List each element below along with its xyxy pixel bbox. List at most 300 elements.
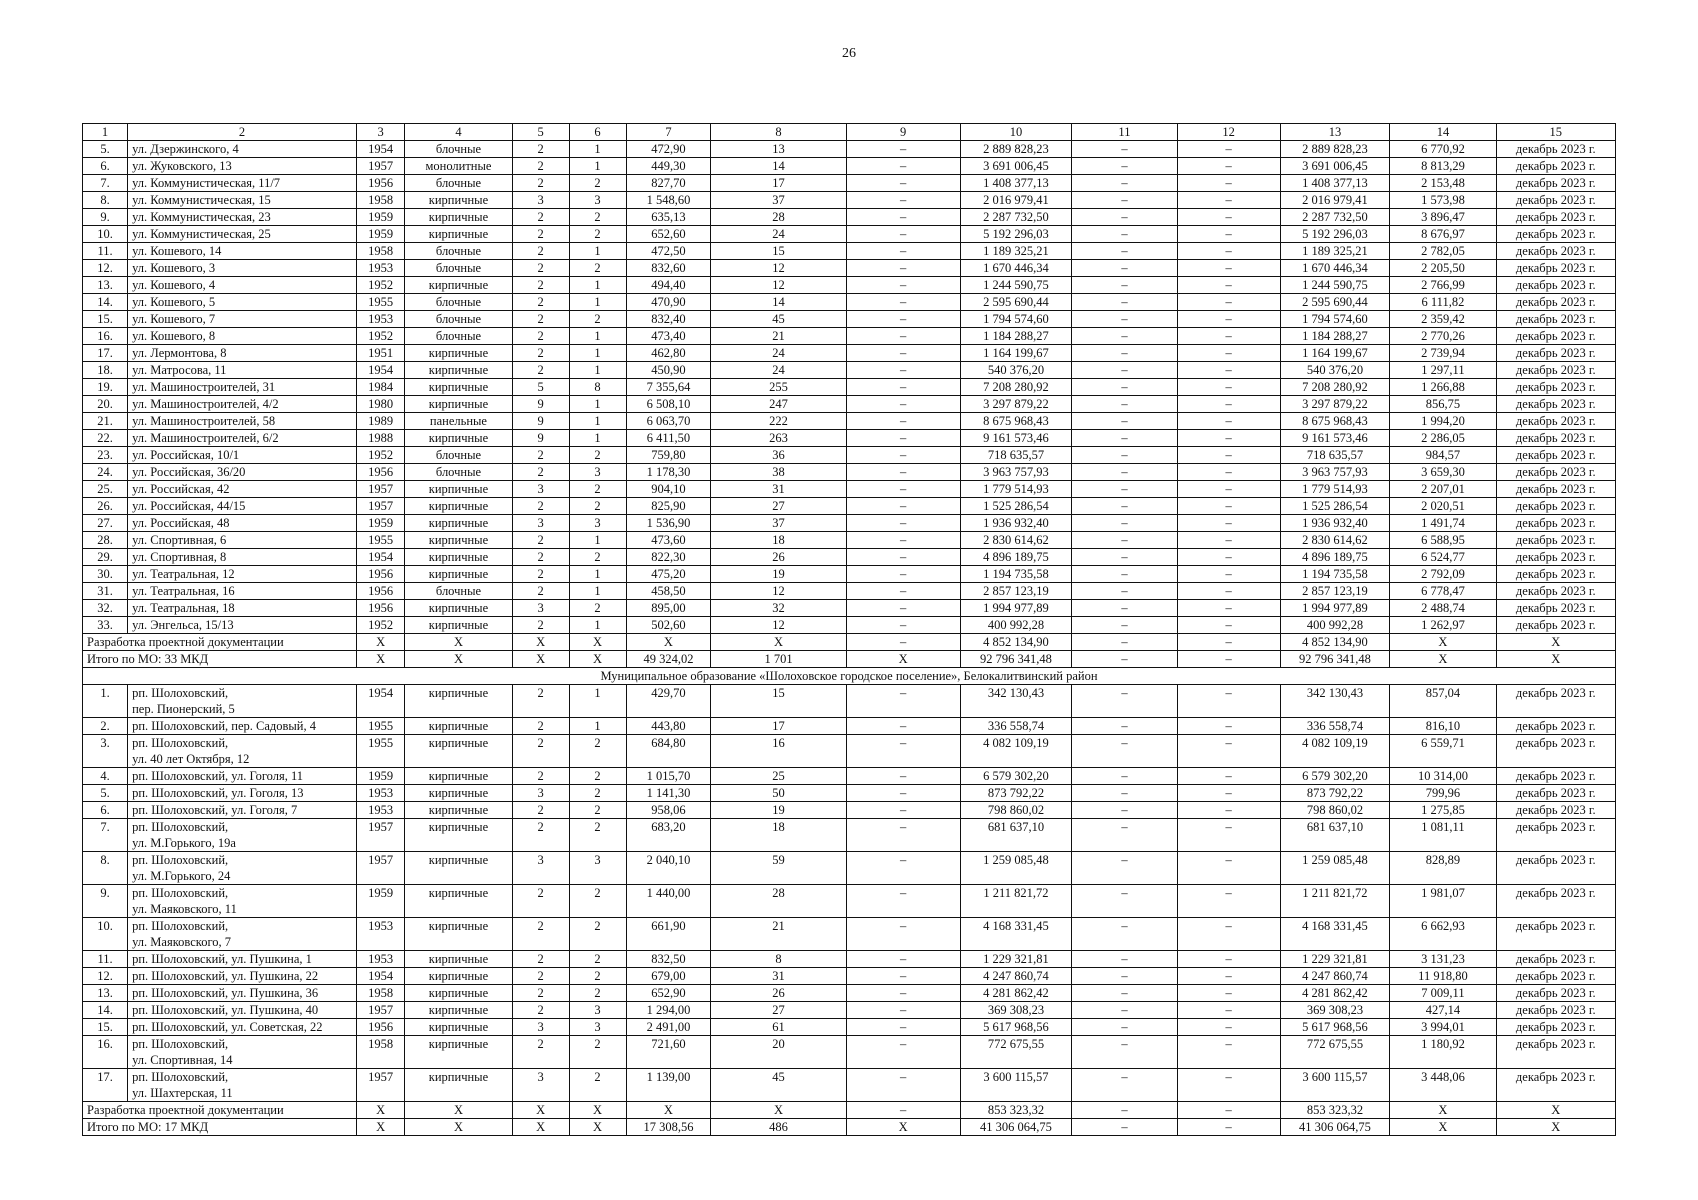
table-cell: 1 184 288,27 xyxy=(960,328,1072,345)
table-cell: кирпичные xyxy=(405,918,512,951)
table-cell: 4 247 860,74 xyxy=(960,968,1072,985)
row-number-cell: 30. xyxy=(83,566,128,583)
table-cell: декабрь 2023 г. xyxy=(1496,243,1615,260)
row-number-cell: 32. xyxy=(83,600,128,617)
table-cell: 1 184 288,27 xyxy=(1280,328,1390,345)
table-cell: 652,90 xyxy=(626,985,711,1002)
page-number: 26 xyxy=(842,46,856,61)
table-cell: 1 670 446,34 xyxy=(960,260,1072,277)
table-cell: – xyxy=(1072,651,1177,668)
table-cell: 12 xyxy=(711,260,846,277)
address-cell: ул. Спортивная, 8 xyxy=(128,549,357,566)
table-cell: 1959 xyxy=(356,885,404,918)
table-cell: – xyxy=(846,430,960,447)
table-cell: – xyxy=(846,294,960,311)
table-cell: 2 xyxy=(512,951,569,968)
table-cell: – xyxy=(1177,175,1280,192)
table-cell: 6 579 302,20 xyxy=(960,768,1072,785)
address-cell: ул. Лермонтова, 8 xyxy=(128,345,357,362)
table-cell: – xyxy=(846,819,960,852)
address-cell: ул. Кошевого, 4 xyxy=(128,277,357,294)
table-cell: 5 617 968,56 xyxy=(960,1019,1072,1036)
table-cell: декабрь 2023 г. xyxy=(1496,566,1615,583)
table-cell: 1952 xyxy=(356,328,404,345)
table-cell: кирпичные xyxy=(405,985,512,1002)
table-cell: 2 xyxy=(569,447,626,464)
table-cell: 4 247 860,74 xyxy=(1280,968,1390,985)
table-row xyxy=(83,532,1616,549)
table-cell: 1 015,70 xyxy=(626,768,711,785)
table-cell: 25 xyxy=(711,768,846,785)
column-number-cell: 2 xyxy=(128,124,357,141)
table-cell: – xyxy=(846,566,960,583)
table-cell: – xyxy=(1177,311,1280,328)
table-cell: блочные xyxy=(405,141,512,158)
table-cell: – xyxy=(1177,1036,1280,1069)
table-cell: 1 408 377,13 xyxy=(1280,175,1390,192)
table-cell: 718 635,57 xyxy=(1280,447,1390,464)
table-cell: 342 130,43 xyxy=(960,685,1072,718)
table-cell: 9 xyxy=(512,396,569,413)
table-cell: кирпичные xyxy=(405,951,512,968)
table-cell: 652,60 xyxy=(626,226,711,243)
table-cell: 2 359,42 xyxy=(1390,311,1496,328)
table-cell: – xyxy=(1177,1069,1280,1102)
table-cell: 26 xyxy=(711,985,846,1002)
table-cell: 2 xyxy=(512,718,569,735)
table-cell: 856,75 xyxy=(1390,396,1496,413)
table-cell: декабрь 2023 г. xyxy=(1496,951,1615,968)
table-cell: X xyxy=(846,1119,960,1136)
table-cell: 1955 xyxy=(356,718,404,735)
table-cell: кирпичные xyxy=(405,1019,512,1036)
table-cell: 37 xyxy=(711,192,846,209)
column-number-row xyxy=(83,124,1616,141)
table-cell: 1 262,97 xyxy=(1390,617,1496,634)
table-cell: кирпичные xyxy=(405,209,512,226)
table-cell: X xyxy=(1390,651,1496,668)
table-cell: 2 782,05 xyxy=(1390,243,1496,260)
table-cell: 7 355,64 xyxy=(626,379,711,396)
table-cell: 263 xyxy=(711,430,846,447)
table-cell: 3 994,01 xyxy=(1390,1019,1496,1036)
table-cell: X xyxy=(626,1102,711,1119)
address-cell: ул. Матросова, 11 xyxy=(128,362,357,379)
table-cell: 1 573,98 xyxy=(1390,192,1496,209)
table-row xyxy=(83,1002,1616,1019)
table-cell: декабрь 2023 г. xyxy=(1496,802,1615,819)
table-cell: 2 488,74 xyxy=(1390,600,1496,617)
table-cell: 4 852 134,90 xyxy=(1280,634,1390,651)
table-cell: 2 830 614,62 xyxy=(1280,532,1390,549)
table-cell: декабрь 2023 г. xyxy=(1496,549,1615,566)
table-cell: – xyxy=(1072,260,1177,277)
table-cell: 1 244 590,75 xyxy=(960,277,1072,294)
table-cell: кирпичные xyxy=(405,362,512,379)
column-number-cell: 15 xyxy=(1496,124,1615,141)
table-cell: 462,80 xyxy=(626,345,711,362)
table-cell: – xyxy=(1177,819,1280,852)
table-cell: 984,57 xyxy=(1390,447,1496,464)
table-cell: – xyxy=(1177,1119,1280,1136)
table-cell: 827,70 xyxy=(626,175,711,192)
address-cell: рп. Шолоховский, пер. Садовый, 4 xyxy=(128,718,357,735)
table-cell: 473,60 xyxy=(626,532,711,549)
table-cell: блочные xyxy=(405,328,512,345)
housing-register-table xyxy=(82,123,1616,1136)
table-cell: 9 xyxy=(512,413,569,430)
table-cell: кирпичные xyxy=(405,600,512,617)
table-cell: – xyxy=(1177,802,1280,819)
table-cell: 2 xyxy=(569,1036,626,1069)
table-cell: блочные xyxy=(405,447,512,464)
table-cell: 2 xyxy=(512,735,569,768)
table-cell: X xyxy=(569,634,626,651)
table-row xyxy=(83,1069,1616,1102)
table-cell: – xyxy=(846,802,960,819)
table-cell: – xyxy=(1177,951,1280,968)
row-number-cell: 22. xyxy=(83,430,128,447)
table-cell: 2 xyxy=(569,175,626,192)
table-cell: 4 082 109,19 xyxy=(1280,735,1390,768)
table-cell: 1 936 932,40 xyxy=(960,515,1072,532)
table-cell: 3 963 757,93 xyxy=(1280,464,1390,481)
table-cell: 2 040,10 xyxy=(626,852,711,885)
table-cell: 1 189 325,21 xyxy=(960,243,1072,260)
table-row xyxy=(83,294,1616,311)
table-cell: 1957 xyxy=(356,1002,404,1019)
table-cell: 6 508,10 xyxy=(626,396,711,413)
table-cell: X xyxy=(512,651,569,668)
table-cell: – xyxy=(846,396,960,413)
row-number-cell: 15. xyxy=(83,1019,128,1036)
table-cell: – xyxy=(846,968,960,985)
table-cell: 2 xyxy=(512,566,569,583)
table-cell: – xyxy=(1072,413,1177,430)
address-cell: ул. Кошевого, 3 xyxy=(128,260,357,277)
table-cell: 2 xyxy=(569,918,626,951)
table-cell: 2 xyxy=(512,141,569,158)
table-cell: 1957 xyxy=(356,819,404,852)
table-row xyxy=(83,192,1616,209)
table-cell: 1958 xyxy=(356,985,404,1002)
table-cell: монолитные xyxy=(405,158,512,175)
table-cell: 4 896 189,75 xyxy=(1280,549,1390,566)
table-cell: – xyxy=(1072,1119,1177,1136)
table-cell: 4 852 134,90 xyxy=(960,634,1072,651)
table-cell: 1 525 286,54 xyxy=(1280,498,1390,515)
row-number-cell: 33. xyxy=(83,617,128,634)
table-cell: 1 981,07 xyxy=(1390,885,1496,918)
table-cell: 472,90 xyxy=(626,141,711,158)
table-cell: 1957 xyxy=(356,158,404,175)
table-cell: 2 889 828,23 xyxy=(1280,141,1390,158)
table-cell: – xyxy=(1072,768,1177,785)
row-number-cell: 1. xyxy=(83,685,128,718)
row-number-cell: 14. xyxy=(83,294,128,311)
row-number-cell: 16. xyxy=(83,1036,128,1069)
table-row xyxy=(83,345,1616,362)
table-cell: – xyxy=(1072,600,1177,617)
table-cell: 2 xyxy=(569,802,626,819)
table-cell: – xyxy=(846,260,960,277)
table-cell: декабрь 2023 г. xyxy=(1496,1069,1615,1102)
table-cell: 1956 xyxy=(356,600,404,617)
table-cell: 3 448,06 xyxy=(1390,1069,1496,1102)
table-cell: – xyxy=(1072,158,1177,175)
table-cell: – xyxy=(1177,685,1280,718)
table-cell: 41 306 064,75 xyxy=(960,1119,1072,1136)
table-cell: 19 xyxy=(711,802,846,819)
table-cell: декабрь 2023 г. xyxy=(1496,430,1615,447)
table-cell: – xyxy=(1177,549,1280,566)
table-cell: – xyxy=(1177,396,1280,413)
table-cell: декабрь 2023 г. xyxy=(1496,294,1615,311)
table-cell: X xyxy=(405,634,512,651)
table-cell: 20 xyxy=(711,1036,846,1069)
section-title-row xyxy=(83,668,1616,685)
address-cell: ул. Российская, 36/20 xyxy=(128,464,357,481)
table-cell: декабрь 2023 г. xyxy=(1496,785,1615,802)
table-cell: блочные xyxy=(405,243,512,260)
table-cell: – xyxy=(1072,345,1177,362)
column-number-cell: 7 xyxy=(626,124,711,141)
table-cell: 772 675,55 xyxy=(960,1036,1072,1069)
table-cell: – xyxy=(1177,785,1280,802)
table-cell: – xyxy=(846,785,960,802)
table-cell: кирпичные xyxy=(405,802,512,819)
table-cell: декабрь 2023 г. xyxy=(1496,396,1615,413)
table-cell: 24 xyxy=(711,345,846,362)
table-cell: 1 xyxy=(569,294,626,311)
table-cell: 2 xyxy=(569,735,626,768)
total-row xyxy=(83,651,1616,668)
table-cell: 2 xyxy=(512,277,569,294)
table-cell: X xyxy=(1390,1102,1496,1119)
table-cell: кирпичные xyxy=(405,785,512,802)
table-cell: – xyxy=(1177,413,1280,430)
table-cell: кирпичные xyxy=(405,718,512,735)
table-cell: 27 xyxy=(711,1002,846,1019)
table-cell: декабрь 2023 г. xyxy=(1496,345,1615,362)
table-cell: 3 691 006,45 xyxy=(1280,158,1390,175)
column-number-cell: 10 xyxy=(960,124,1072,141)
table-cell: – xyxy=(846,328,960,345)
table-row xyxy=(83,481,1616,498)
table-cell: 2 287 732,50 xyxy=(960,209,1072,226)
table-cell: 11 918,80 xyxy=(1390,968,1496,985)
table-cell: – xyxy=(1177,430,1280,447)
table-cell: – xyxy=(846,985,960,1002)
table-cell: 6 524,77 xyxy=(1390,549,1496,566)
row-number-cell: 11. xyxy=(83,951,128,968)
table-cell: блочные xyxy=(405,464,512,481)
table-cell: декабрь 2023 г. xyxy=(1496,885,1615,918)
table-cell: 853 323,32 xyxy=(960,1102,1072,1119)
table-cell: 1 xyxy=(569,396,626,413)
table-cell: X xyxy=(1496,634,1615,651)
table-cell: 857,04 xyxy=(1390,685,1496,718)
table-cell: 1984 xyxy=(356,379,404,396)
table-cell: 50 xyxy=(711,785,846,802)
table-cell: 470,90 xyxy=(626,294,711,311)
table-cell: 2 xyxy=(512,345,569,362)
table-cell: – xyxy=(1072,515,1177,532)
table-cell: 2 xyxy=(512,685,569,718)
table-cell: 832,50 xyxy=(626,951,711,968)
table-cell: – xyxy=(1177,617,1280,634)
table-row xyxy=(83,413,1616,430)
row-number-cell: 10. xyxy=(83,226,128,243)
table-cell: 3 xyxy=(512,1019,569,1036)
table-cell: – xyxy=(1177,141,1280,158)
table-cell: 1959 xyxy=(356,768,404,785)
column-number-cell: 4 xyxy=(405,124,512,141)
row-number-cell: 27. xyxy=(83,515,128,532)
summary-label-cell: Итого по МО: 33 МКД xyxy=(83,651,357,668)
table-cell: X xyxy=(356,634,404,651)
row-number-cell: 6. xyxy=(83,802,128,819)
table-cell: 2 xyxy=(569,549,626,566)
table-cell: декабрь 2023 г. xyxy=(1496,735,1615,768)
table-cell: – xyxy=(1072,175,1177,192)
address-cell: рп. Шолоховский, ул. Шахтерская, 11 xyxy=(128,1069,357,1102)
table-cell: 1957 xyxy=(356,1069,404,1102)
address-cell: рп. Шолоховский, ул. Маяковского, 11 xyxy=(128,885,357,918)
table-cell: – xyxy=(846,243,960,260)
table-row xyxy=(83,985,1616,1002)
table-cell: 45 xyxy=(711,1069,846,1102)
table-cell: кирпичные xyxy=(405,277,512,294)
table-cell: 92 796 341,48 xyxy=(960,651,1072,668)
table-row xyxy=(83,328,1616,345)
table-cell: – xyxy=(846,768,960,785)
table-cell: 2 491,00 xyxy=(626,1019,711,1036)
address-cell: ул. Кошевого, 7 xyxy=(128,311,357,328)
table-cell: 3 xyxy=(569,515,626,532)
table-cell: 1 491,74 xyxy=(1390,515,1496,532)
address-cell: рп. Шолоховский, ул. Пушкина, 1 xyxy=(128,951,357,968)
table-row xyxy=(83,243,1616,260)
table-cell: X xyxy=(405,651,512,668)
table-cell: 2 207,01 xyxy=(1390,481,1496,498)
row-number-cell: 5. xyxy=(83,141,128,158)
table-cell: 458,50 xyxy=(626,583,711,600)
table-cell: декабрь 2023 г. xyxy=(1496,515,1615,532)
table-cell: 1 794 574,60 xyxy=(960,311,1072,328)
address-cell: рп. Шолоховский, ул. Пушкина, 22 xyxy=(128,968,357,985)
table-cell: 2 xyxy=(512,209,569,226)
table-cell: – xyxy=(846,515,960,532)
table-row xyxy=(83,447,1616,464)
table-cell: 1 211 821,72 xyxy=(960,885,1072,918)
table-cell: 635,13 xyxy=(626,209,711,226)
table-cell: 1 189 325,21 xyxy=(1280,243,1390,260)
table-cell: – xyxy=(1072,985,1177,1002)
table-cell: 2 xyxy=(569,600,626,617)
table-cell: 2 xyxy=(569,885,626,918)
table-cell: 427,14 xyxy=(1390,1002,1496,1019)
table-cell: 1 440,00 xyxy=(626,885,711,918)
table-cell: X xyxy=(512,1102,569,1119)
table-cell: – xyxy=(1177,1102,1280,1119)
table-cell: – xyxy=(846,634,960,651)
table-cell: X xyxy=(1496,1102,1615,1119)
table-cell: 37 xyxy=(711,515,846,532)
table-cell: X xyxy=(846,651,960,668)
table-cell: кирпичные xyxy=(405,345,512,362)
table-cell: 2 xyxy=(569,785,626,802)
table-cell: – xyxy=(1072,362,1177,379)
column-number-cell: 13 xyxy=(1280,124,1390,141)
table-cell: – xyxy=(1072,192,1177,209)
table-cell: – xyxy=(1072,1002,1177,1019)
table-cell: кирпичные xyxy=(405,549,512,566)
table-cell: 1956 xyxy=(356,1019,404,1036)
table-cell: 822,30 xyxy=(626,549,711,566)
address-cell: ул. Жуковского, 13 xyxy=(128,158,357,175)
table-cell: декабрь 2023 г. xyxy=(1496,260,1615,277)
table-cell: 27 xyxy=(711,498,846,515)
design-docs-row xyxy=(83,634,1616,651)
table-cell: 3 297 879,22 xyxy=(960,396,1072,413)
table-cell: 2 xyxy=(512,464,569,481)
table-cell: 3 xyxy=(569,464,626,481)
table-cell: 540 376,20 xyxy=(960,362,1072,379)
address-cell: ул. Российская, 10/1 xyxy=(128,447,357,464)
table-cell: – xyxy=(1072,396,1177,413)
table-cell: 1959 xyxy=(356,209,404,226)
table-cell: 400 992,28 xyxy=(960,617,1072,634)
table-cell: 1954 xyxy=(356,141,404,158)
table-cell: декабрь 2023 г. xyxy=(1496,583,1615,600)
table-row xyxy=(83,785,1616,802)
row-number-cell: 13. xyxy=(83,277,128,294)
table-cell: 486 xyxy=(711,1119,846,1136)
row-number-cell: 6. xyxy=(83,158,128,175)
table-cell: 2 016 979,41 xyxy=(960,192,1072,209)
table-cell: 1958 xyxy=(356,192,404,209)
row-number-cell: 17. xyxy=(83,345,128,362)
table-cell: – xyxy=(1072,430,1177,447)
address-cell: ул. Российская, 42 xyxy=(128,481,357,498)
table-cell: X xyxy=(405,1102,512,1119)
address-cell: ул. Коммунистическая, 15 xyxy=(128,192,357,209)
table-cell: 3 691 006,45 xyxy=(960,158,1072,175)
address-cell: рп. Шолоховский, ул. М.Горького, 19а xyxy=(128,819,357,852)
table-cell: 1954 xyxy=(356,362,404,379)
table-cell: – xyxy=(1177,768,1280,785)
table-cell: 1953 xyxy=(356,785,404,802)
table-cell: панельные xyxy=(405,413,512,430)
table-cell: 2 xyxy=(512,918,569,951)
table-cell: 2 xyxy=(512,294,569,311)
table-cell: 2 xyxy=(512,260,569,277)
table-row xyxy=(83,226,1616,243)
address-cell: рп. Шолоховский, ул. М.Горького, 24 xyxy=(128,852,357,885)
table-cell: – xyxy=(1072,243,1177,260)
table-cell: 16 xyxy=(711,735,846,768)
table-cell: 17 xyxy=(711,718,846,735)
address-cell: ул. Российская, 44/15 xyxy=(128,498,357,515)
table-cell: 3 xyxy=(512,1069,569,1102)
table-cell: – xyxy=(1177,885,1280,918)
table-cell: – xyxy=(846,311,960,328)
table-cell: 1 229 321,81 xyxy=(1280,951,1390,968)
table-cell: декабрь 2023 г. xyxy=(1496,379,1615,396)
table-cell: X xyxy=(356,651,404,668)
table-cell: 873 792,22 xyxy=(960,785,1072,802)
